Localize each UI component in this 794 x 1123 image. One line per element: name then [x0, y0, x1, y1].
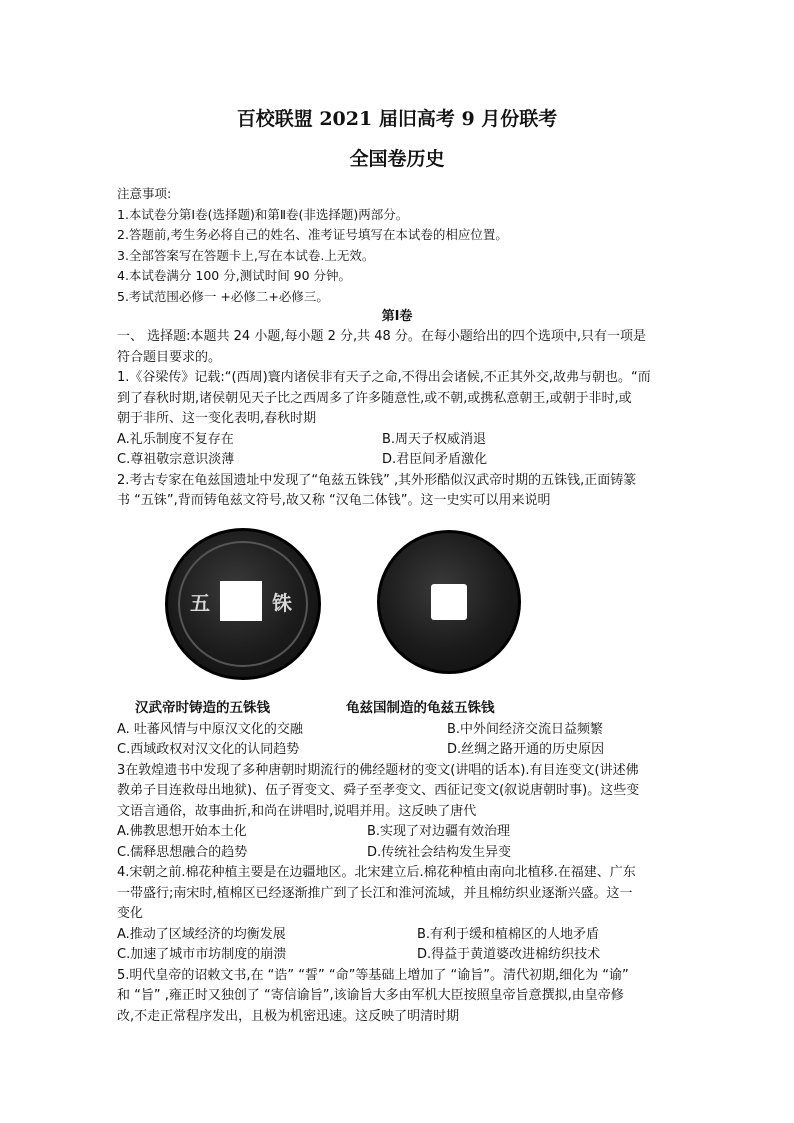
stem-line: 4.宋朝之前.棉花种植主要是在边疆地区。北宋建立后.棉花种植由南向北植移.在福建、广东: [117, 865, 636, 880]
question-1-stem: [117, 368, 677, 430]
question-4-stem: [117, 863, 677, 925]
stem-line: 2.考古专家在龟兹国遗址中发现了“龟兹五铢钱” ,其外形酷似汉武帝时期的五铢钱,正面铸篆: [117, 472, 637, 488]
notes-block: [117, 184, 677, 307]
section-title: 第Ⅰ卷: [381, 309, 413, 324]
coin-figure: [117, 528, 677, 718]
note-item: 4.本试卷满分 100 分,测试时间 90 分钟。: [117, 268, 352, 283]
stem-line: 一带盛行;南宋时,植棉区已经逐渐推广到了长江和淮河流域，并且棉纺织业逐渐兴盛。这一: [117, 885, 633, 901]
stem-line: 改,不走正常程序发出，且极为机密迅速。这反映了明清时期: [117, 1008, 460, 1024]
qiuci-wuzhu-coin-image: [377, 530, 521, 674]
note-item: 2.答题前,考生务必将自己的姓名、准考证号填写在本试卷的相应位置。: [117, 227, 508, 242]
option-b: B.有利于缓和植棉区的人地矛盾: [417, 926, 600, 942]
option-d: D.传统社会结构发生异变: [367, 844, 512, 860]
coin-square-hole: [220, 581, 262, 621]
exam-title: 百校联盟 2021 届旧高考 9 月份联考: [236, 108, 558, 130]
option-c: C.儒释思想融合的趋势: [117, 844, 248, 860]
question-2-stem: [117, 471, 677, 512]
option-c: C.尊祖敬宗意识淡薄: [117, 452, 235, 467]
stem-line: 和 “旨” ,雍正时又独创了 “寄信谕旨”,该谕旨大多由军机大臣按照皇帝旨意撰拟,由皇帝修: [117, 988, 624, 1003]
option-a: A. 吐蕃风情与中原汉文化的交融: [117, 721, 303, 737]
instruction-line: 一、 选择题:本题共 24 小题,每小题 2 分,共 48 分。在每小题给出的四个选项中,只有一项是: [117, 329, 647, 344]
question-3-stem: [117, 761, 677, 823]
stem-line: 教弟子目连救母出地狱)、伍子胥变文、舜子至孝变文、西征记变文(叙说唐朝时事)。这些变: [117, 783, 640, 798]
stem-line: 书 “五铢”,背而铸龟兹文符号,故又称 “汉龟二体钱”。这一史实可以用来说明: [117, 493, 551, 508]
right-coin-caption: 龟兹国制造的龟兹五铢钱: [346, 699, 495, 716]
option-a: A.佛教思想开始本土化: [117, 824, 247, 839]
stem-line: 变化: [117, 906, 144, 921]
note-item: 1.本试卷分第Ⅰ卷(选择题)和第Ⅱ卷(非选择题)两部分。: [117, 206, 409, 222]
option-c: C.西域政权对汉文化的认同趋势: [117, 742, 300, 757]
instruction-line: 符合题目要求的。: [117, 349, 222, 365]
exam-page: [117, 100, 677, 1027]
stem-line: 文语言通俗，故事曲折,和尚在讲唱时,说唱并用。这反映了唐代: [117, 803, 477, 819]
question-5-stem: [117, 966, 677, 1028]
coin-square-hole: [431, 584, 467, 620]
stem-line: 到了春秋时期,诸侯朝见天子比之西周多了许多随意性,或不朝,或携私意朝王,或朝于非时,或: [117, 390, 632, 406]
stem-line: 3在敦煌遗书中发现了多种唐朝时期流行的佛经题材的变文(讲唱的话本).有目连变文(讲述佛: [117, 762, 639, 778]
section-instruction: [117, 327, 677, 368]
han-wuzhu-coin-image: [165, 528, 321, 680]
option-d: D.丝绸之路开通的历史原因: [447, 742, 605, 757]
option-d: D.得益于黄道婆改进棉纺织技术: [417, 947, 601, 962]
option-c: C.加速了城市市坊制度的崩溃: [117, 947, 287, 962]
option-a: A.礼乐制度不复存在: [117, 431, 234, 447]
question-3-options: [117, 822, 677, 863]
option-b: B.实现了对边疆有效治理: [367, 824, 511, 839]
option-d: D.君臣间矛盾激化: [382, 452, 488, 467]
stem-line: 1.《谷梁传》记载:“(西周)寰内诸侯非有天子之命,不得出会诸候,不正其外交,故弗与朝也。“而: [117, 370, 651, 385]
question-4-options: [117, 925, 677, 966]
notes-heading: 注意事项:: [117, 186, 172, 201]
exam-subtitle: 全国卷历史: [349, 148, 445, 170]
question-1-options: [117, 430, 677, 471]
coin-char: 铢: [272, 590, 292, 615]
option-a: A.推动了区域经济的均衡发展: [117, 926, 286, 942]
note-item: 5.考试范围必修一 +必修二+必修三。: [117, 288, 329, 304]
question-2-options: [117, 720, 677, 761]
option-b: B.周天子权威消退: [382, 431, 487, 447]
stem-line: 5.明代皇帝的诏敕文书,在 “诰” “誓” “命”等基础上增加了 “谕旨”。清代初期,细化为 “谕”: [117, 967, 629, 983]
coin-char: 五: [190, 590, 210, 615]
left-coin-caption: 汉武帝时铸造的五铢钱: [135, 699, 270, 716]
note-item: 3.全部答案写在答题卡上,写在本试卷.上无效。: [117, 247, 375, 263]
stem-line: 朝于非所、这一变化表明,春秋时期: [117, 411, 317, 426]
option-b: B.中外间经济交流日益频繁: [447, 721, 604, 737]
